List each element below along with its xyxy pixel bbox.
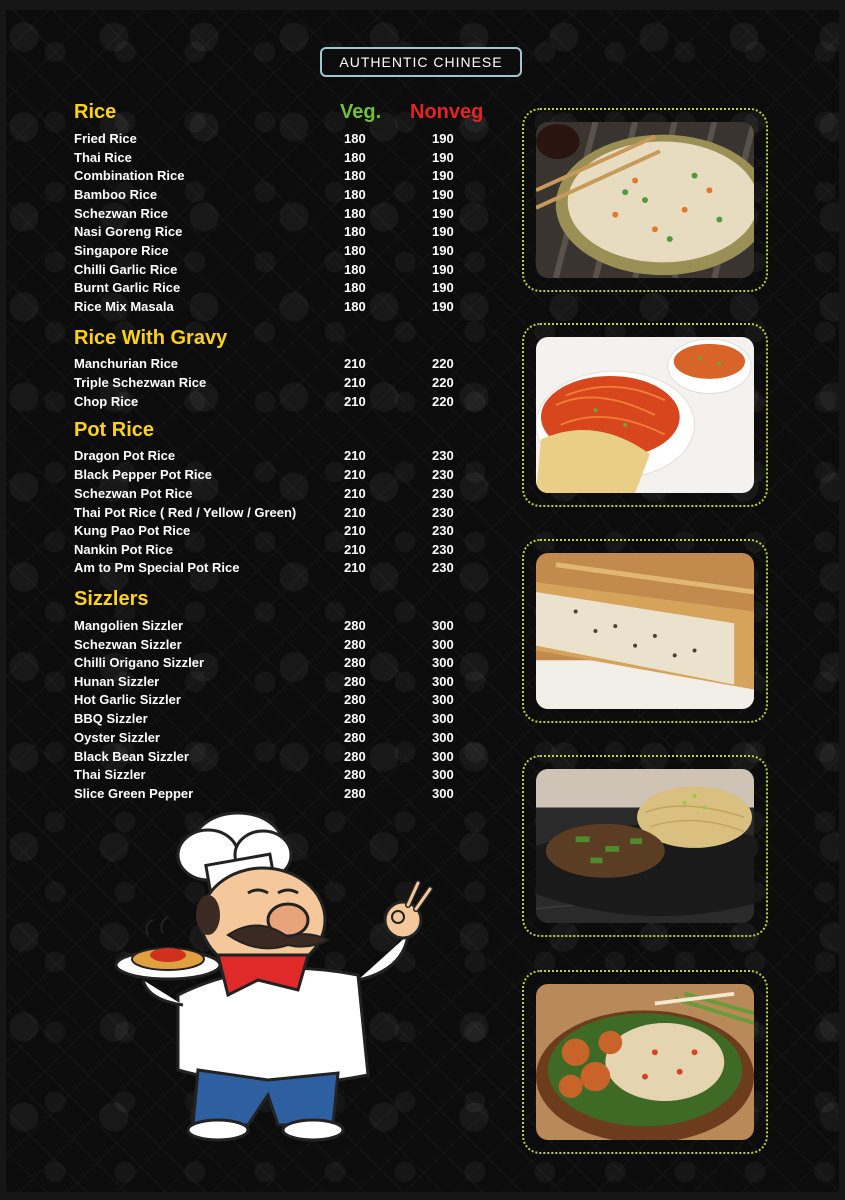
nonveg-price: 220 <box>432 356 454 371</box>
nonveg-price: 190 <box>432 224 454 239</box>
nonveg-price: 300 <box>432 786 454 801</box>
menu-row <box>74 692 474 710</box>
item-name: Slice Green Pepper <box>74 786 194 801</box>
menu-row <box>74 299 474 317</box>
nonveg-price: 190 <box>432 299 454 314</box>
item-name: Hot Garlic Sizzler <box>74 692 181 707</box>
menu-row <box>74 730 474 748</box>
veg-price: 210 <box>344 486 366 501</box>
nonveg-price: 300 <box>432 655 454 670</box>
veg-price: 180 <box>344 131 366 146</box>
menu-row <box>74 356 474 374</box>
nonveg-price: 300 <box>432 711 454 726</box>
item-name: Dragon Pot Rice <box>74 448 176 463</box>
item-name: Chop Rice <box>74 394 139 409</box>
menu-row <box>74 486 474 504</box>
veg-price: 280 <box>344 637 366 652</box>
photo-frame <box>522 970 768 1154</box>
veg-price: 210 <box>344 505 366 520</box>
menu-row <box>74 206 474 224</box>
veg-price: 210 <box>344 523 366 538</box>
veg-price: 210 <box>344 448 366 463</box>
menu-row <box>74 243 474 261</box>
nonveg-price: 230 <box>432 486 454 501</box>
veg-price: 280 <box>344 730 366 745</box>
menu-row <box>74 150 474 168</box>
chicken-rice-sizzler-photo <box>536 984 754 1140</box>
menu-row <box>74 749 474 767</box>
section-title-pot-rice: Pot Rice <box>74 419 155 441</box>
menu-row <box>74 711 474 729</box>
menu-row <box>74 637 474 655</box>
menu-row <box>74 767 474 785</box>
item-name: Black Pepper Pot Rice <box>74 467 212 482</box>
nonveg-price: 300 <box>432 749 454 764</box>
menu-row <box>74 168 474 186</box>
veg-price: 210 <box>344 467 366 482</box>
menu-row <box>74 467 474 485</box>
veg-price: 280 <box>344 786 366 801</box>
nonveg-column-header: Nonveg <box>410 101 484 123</box>
menu-row <box>74 280 474 298</box>
nonveg-price: 190 <box>432 150 454 165</box>
veg-price: 180 <box>344 150 366 165</box>
nonveg-price: 230 <box>432 542 454 557</box>
item-name: Kung Pao Pot Rice <box>74 523 191 538</box>
menu-row <box>74 394 474 412</box>
veg-price: 210 <box>344 560 366 575</box>
photo-frame <box>522 755 768 937</box>
chef-illustration <box>108 805 438 1145</box>
nonveg-price: 190 <box>432 280 454 295</box>
item-name: Chilli Origano Sizzler <box>74 655 205 670</box>
item-name: Schezwan Sizzler <box>74 637 182 652</box>
nonveg-price: 300 <box>432 618 454 633</box>
nonveg-price: 190 <box>432 168 454 183</box>
nonveg-price: 300 <box>432 692 454 707</box>
nonveg-price: 190 <box>432 262 454 277</box>
item-name: Rice Mix Masala <box>74 299 174 314</box>
item-name: Oyster Sizzler <box>74 730 160 745</box>
veg-price: 280 <box>344 692 366 707</box>
nonveg-price: 300 <box>432 730 454 745</box>
veg-price: 180 <box>344 262 366 277</box>
veg-price: 180 <box>344 243 366 258</box>
section-title-rice-with-gravy: Rice With Gravy <box>74 327 228 349</box>
sizzler-photo <box>536 769 754 923</box>
photo-frame <box>522 108 768 292</box>
menu-row <box>74 224 474 242</box>
veg-price: 280 <box>344 749 366 764</box>
nonveg-price: 220 <box>432 394 454 409</box>
veg-price: 210 <box>344 542 366 557</box>
menu-row <box>74 655 474 673</box>
item-name: Black Bean Sizzler <box>74 749 189 764</box>
menu-row <box>74 131 474 149</box>
veg-price: 210 <box>344 394 366 409</box>
item-name: Fried Rice <box>74 131 137 146</box>
nonveg-price: 300 <box>432 674 454 689</box>
item-name: Schezwan Pot Rice <box>74 486 193 501</box>
nonveg-price: 220 <box>432 375 454 390</box>
item-name: Mangolien Sizzler <box>74 618 184 633</box>
section-title-sizzlers: Sizzlers <box>74 588 149 610</box>
item-name: Combination Rice <box>74 168 185 183</box>
item-name: Bamboo Rice <box>74 187 158 202</box>
menu-row <box>74 618 474 636</box>
item-name: Schezwan Rice <box>74 206 168 221</box>
fried-rice-photo <box>536 122 754 278</box>
veg-price: 210 <box>344 375 366 390</box>
nonveg-price: 230 <box>432 505 454 520</box>
menu-row <box>74 542 474 560</box>
item-name: Nasi Goreng Rice <box>74 224 183 239</box>
nonveg-price: 230 <box>432 448 454 463</box>
veg-price: 210 <box>344 356 366 371</box>
noodles-omelette-photo <box>536 337 754 493</box>
item-name: Thai Rice <box>74 150 132 165</box>
menu-row <box>74 262 474 280</box>
item-name: Burnt Garlic Rice <box>74 280 181 295</box>
item-name: Thai Sizzler <box>74 767 146 782</box>
item-name: Hunan Sizzler <box>74 674 160 689</box>
item-name: Singapore Rice <box>74 243 169 258</box>
menu-row <box>74 786 474 804</box>
photo-frame <box>522 539 768 723</box>
item-name: Thai Pot Rice ( Red / Yellow / Green) <box>74 505 297 520</box>
veg-price: 180 <box>344 299 366 314</box>
item-name: Manchurian Rice <box>74 356 179 371</box>
veg-price: 280 <box>344 711 366 726</box>
veg-price: 180 <box>344 280 366 295</box>
menu-row <box>74 187 474 205</box>
nonveg-price: 230 <box>432 467 454 482</box>
menu-row <box>74 448 474 466</box>
nonveg-price: 190 <box>432 187 454 202</box>
item-name: Nankin Pot Rice <box>74 542 173 557</box>
item-name: Am to Pm Special Pot Rice <box>74 560 240 575</box>
veg-price: 280 <box>344 655 366 670</box>
veg-price: 180 <box>344 224 366 239</box>
cuisine-tag: AUTHENTIC CHINESE <box>320 47 522 77</box>
menu-row <box>74 505 474 523</box>
menu-row <box>74 523 474 541</box>
bamboo-rice-photo <box>536 553 754 709</box>
item-name: Triple Schezwan Rice <box>74 375 207 390</box>
nonveg-price: 230 <box>432 523 454 538</box>
veg-price: 180 <box>344 206 366 221</box>
nonveg-price: 190 <box>432 206 454 221</box>
nonveg-price: 190 <box>432 131 454 146</box>
item-name: BBQ Sizzler <box>74 711 148 726</box>
menu-row <box>74 560 474 578</box>
veg-price: 180 <box>344 168 366 183</box>
veg-price: 280 <box>344 674 366 689</box>
nonveg-price: 300 <box>432 637 454 652</box>
menu-row <box>74 674 474 692</box>
veg-price: 280 <box>344 618 366 633</box>
nonveg-price: 300 <box>432 767 454 782</box>
item-name: Chilli Garlic Rice <box>74 262 178 277</box>
nonveg-price: 190 <box>432 243 454 258</box>
photo-frame <box>522 323 768 507</box>
nonveg-price: 230 <box>432 560 454 575</box>
section-title-rice: Rice <box>74 101 117 123</box>
veg-column-header: Veg. <box>340 101 382 123</box>
veg-price: 280 <box>344 767 366 782</box>
menu-row <box>74 375 474 393</box>
veg-price: 180 <box>344 187 366 202</box>
